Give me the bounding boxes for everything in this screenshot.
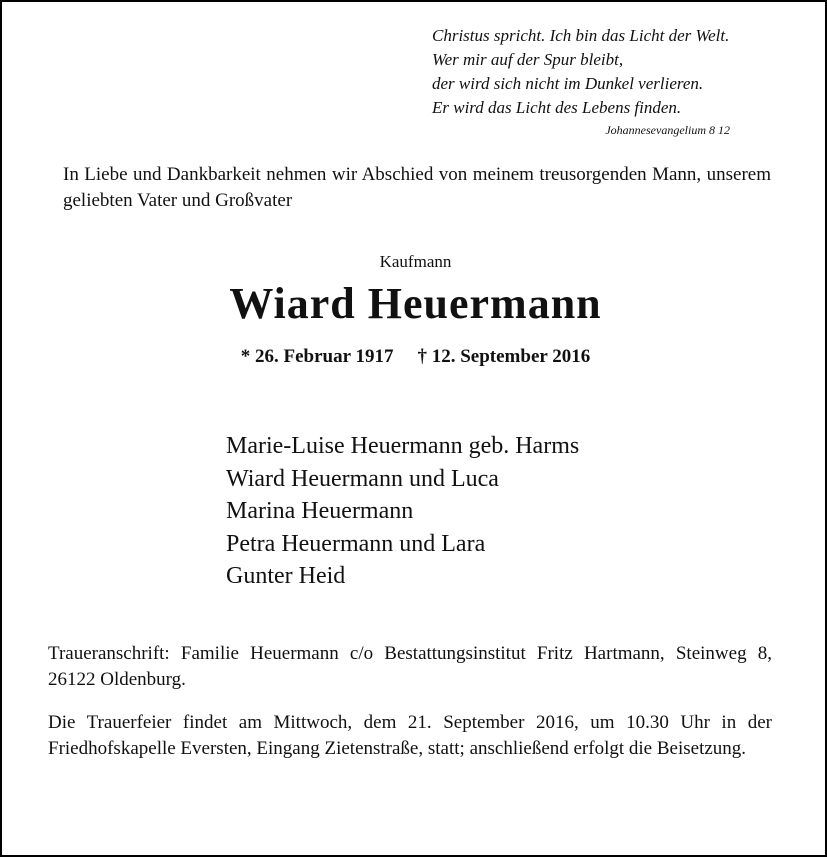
mourner-name: Marie-Luise Heuermann geb. Harms: [226, 433, 580, 459]
death-date: † 12. September 2016: [417, 346, 591, 367]
quote-line: Christus spricht. Ich bin das Licht der Welt.: [432, 26, 730, 45]
bible-quote: [432, 24, 762, 139]
funeral-service-info: Die Trauerfeier findet am Mittwoch, dem 21. September 2016, um 10.30 Uhr in der Friedhofskapelle Eversten, Eingang Zietenstraße, statt; anschließend erfolgt die Beisetzung.: [48, 712, 772, 759]
quote-reference: Johannesevangelium 8 12: [605, 123, 730, 137]
mourner-name: Petra Heuermann und Lara: [226, 530, 486, 557]
mourner-name: Wiard Heuermann und Luca: [226, 465, 499, 492]
deceased-name: Wiard Heuermann: [229, 279, 602, 328]
mourning-address: Traueranschrift: Familie Heuermann c/o Bestattungsinstitut Fritz Hartmann, Steinweg 8, 26122 Oldenburg.: [48, 643, 772, 690]
mourner-name: Marina Heuermann: [226, 498, 414, 524]
birth-date: * 26. Februar 1917: [240, 346, 394, 367]
deceased-occupation: Kaufmann: [379, 252, 452, 271]
mourners-list: [226, 430, 579, 593]
quote-line: Wer mir auf der Spur bleibt,: [432, 50, 624, 69]
intro-text: In Liebe und Dankbarkeit nehmen wir Abschied von meinem treusorgenden Mann, unserem geliebten Vater und Großvater: [63, 164, 771, 211]
mourner-name: Gunter Heid: [226, 563, 346, 589]
life-dates: [2, 344, 827, 370]
quote-line: der wird sich nicht im Dunkel verlieren.: [432, 74, 704, 93]
quote-line: Er wird das Licht des Lebens finden.: [432, 98, 682, 117]
